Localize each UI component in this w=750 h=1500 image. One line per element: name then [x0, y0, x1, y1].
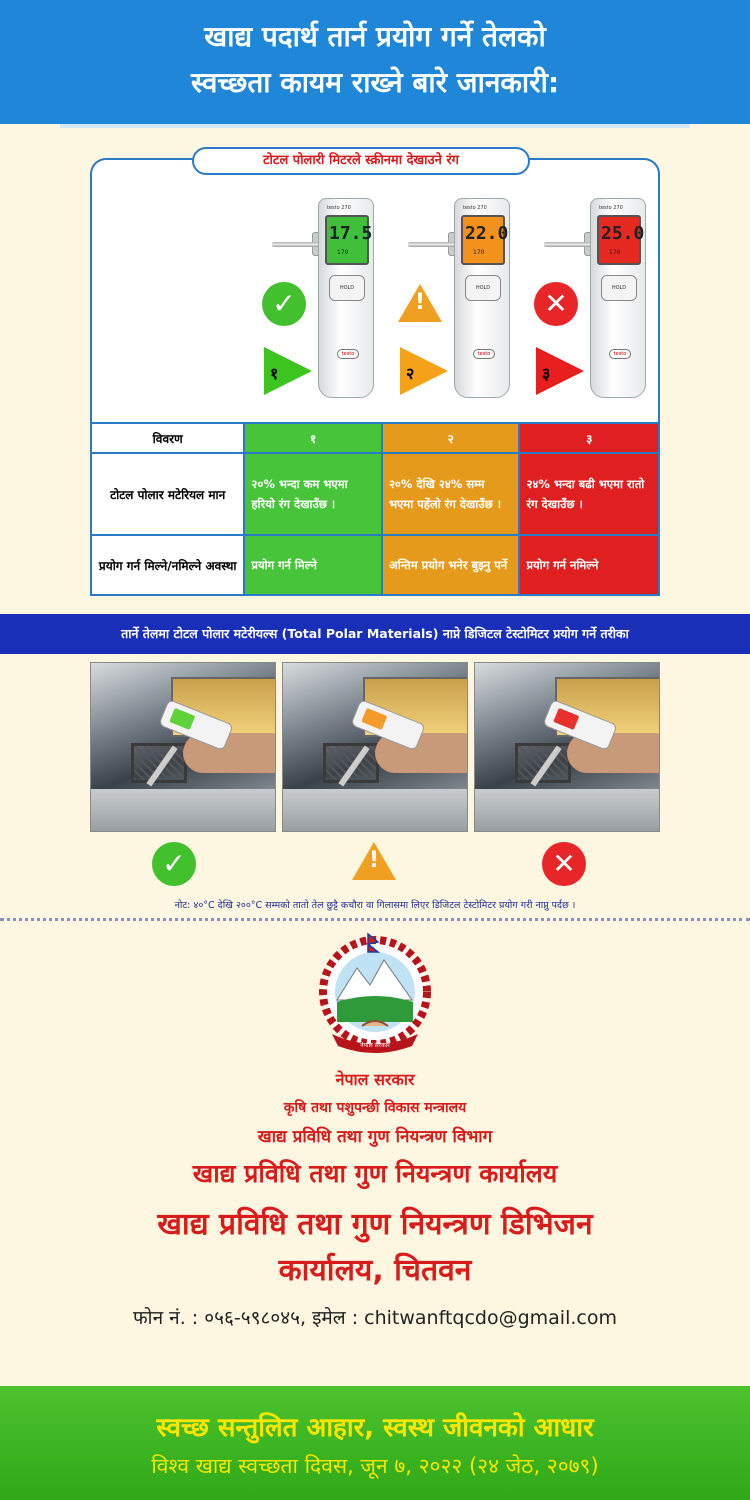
usage-photo-2: [282, 662, 468, 832]
meter-reading: 25.0: [601, 223, 645, 244]
table-header-cell: १: [244, 423, 382, 453]
usage-photo-3: [474, 662, 660, 832]
meter-brand: testo 270: [599, 205, 623, 211]
table-cell: २०% देखि २४% सम्म भएमा पहेंलो रंग देखाउँछ ।: [382, 453, 520, 535]
meter-screen: [325, 215, 373, 265]
arrow-label-3: ३: [542, 364, 551, 383]
check-icon: ✓: [152, 842, 196, 886]
meter-screen: [461, 215, 509, 265]
testo-logo: testo: [337, 349, 359, 359]
table-row-label: प्रयोग गर्न मिल्ने/नमिल्ने अवस्था: [91, 535, 244, 595]
footer-banner: [0, 1386, 750, 1500]
meter-sub-reading: 170: [337, 249, 349, 256]
method-banner: तार्ने तेलमा टोटल पोलार मटेरीयल्स (Total Polar Materials) नाप्ने डिजिटल टेस्टोमिटर प्रयोग गर्ने तरीका: [0, 614, 750, 654]
meter-brand: testo 270: [463, 205, 487, 211]
testo-logo: testo: [473, 349, 495, 359]
table-row: [91, 453, 659, 535]
gov-line-3: खाद्य प्रविधि तथा गुण नियन्त्रण विभाग: [257, 1127, 493, 1147]
meter-device-1: [318, 198, 388, 403]
table-row-label: टोटल पोलार मटेरियल मान: [91, 453, 244, 535]
footer-date-line: विश्व खाद्य स्वच्छता दिवस, जून ७, २०२२ (२४ जेठ, २०७९): [151, 1454, 599, 1478]
gov-line-1: नेपाल सरकार: [335, 1070, 415, 1089]
meter-reading: 17.5: [329, 223, 373, 244]
table-cell: अन्तिम प्रयोग भनेर बुझ्नु पर्ने: [382, 535, 520, 595]
header-line-1: खाद्य पदार्थ तार्न प्रयोग गर्ने तेलको: [204, 20, 546, 53]
gov-line-5: खाद्य प्रविधि तथा गुण नियन्त्रण डिभिजन: [157, 1207, 593, 1242]
arrow-label-1: १: [270, 364, 279, 383]
table-row: [91, 535, 659, 595]
meter-sub-reading: 170: [473, 249, 485, 256]
table-cell: प्रयोग गर्न मिल्ने: [244, 535, 382, 595]
hold-button: HOLD: [601, 275, 637, 301]
gov-line-2: कृषि तथा पशुपन्छी विकास मन्त्रालय: [283, 1100, 467, 1116]
gov-line-4: खाद्य प्रविधि तथा गुण नियन्त्रण कार्यालय: [192, 1159, 558, 1188]
cross-icon: ✕: [534, 282, 578, 326]
arrow-label-2: २: [406, 364, 415, 383]
table-header-cell: विवरण: [91, 423, 244, 453]
footer-slogan: स्वच्छ सन्तुलित आहार, स्वस्थ जीवनको आधार: [156, 1413, 594, 1443]
table-header-cell: ३: [519, 423, 659, 453]
meter-device-3: [590, 198, 660, 403]
cross-icon: ✕: [542, 842, 586, 886]
hold-button: HOLD: [329, 275, 365, 301]
page-header: [0, 0, 750, 124]
emblem-ribbon-text: नेपाल सरकार: [360, 1042, 390, 1049]
testo-logo: testo: [609, 349, 631, 359]
table-header-row: [91, 423, 659, 453]
header-line-2: स्वच्छता कायम राख्ने बारे जानकारी:: [190, 66, 560, 99]
tpm-table: [90, 422, 660, 596]
contact-info: फोन नं. : ०५६-५९८०४५, इमेल : chitwanftqcdo@gmail.com: [133, 1307, 617, 1329]
gov-line-6: कार्यालय, चितवन: [278, 1253, 472, 1288]
note-text: नोट: ४०°C देखि २००°C सम्मको तातो तेल छुट्टै कचौरा वा गिलासमा लिएर डिजिटल टेस्टोमिटर प्रयोग गरी नाप्नु पर्दछ ।: [174, 900, 576, 911]
table-cell: २०% भन्दा कम भएमा हरियो रंग देखाउँछ ।: [244, 453, 382, 535]
meter-reading: 22.0: [465, 223, 509, 244]
meter-panel-title: टोटल पोलारी मिटरले स्क्रीनमा देखाउने रंग: [192, 147, 530, 175]
table-header-cell: २: [382, 423, 520, 453]
meter-brand: testo 270: [327, 205, 351, 211]
nepal-emblem: [312, 930, 438, 1056]
table-cell: प्रयोग गर्न नमिल्ने: [519, 535, 659, 595]
meter-device-2: [454, 198, 524, 403]
divider: [60, 124, 690, 128]
meter-screen: [597, 215, 645, 265]
check-icon: ✓: [262, 282, 306, 326]
meter-sub-reading: 170: [609, 249, 621, 256]
hold-button: HOLD: [465, 275, 501, 301]
usage-photo-1: [90, 662, 276, 832]
table-cell: २४% भन्दा बढी भएमा रातो रंग देखाउँछ ।: [519, 453, 659, 535]
dotted-divider: [0, 918, 750, 924]
